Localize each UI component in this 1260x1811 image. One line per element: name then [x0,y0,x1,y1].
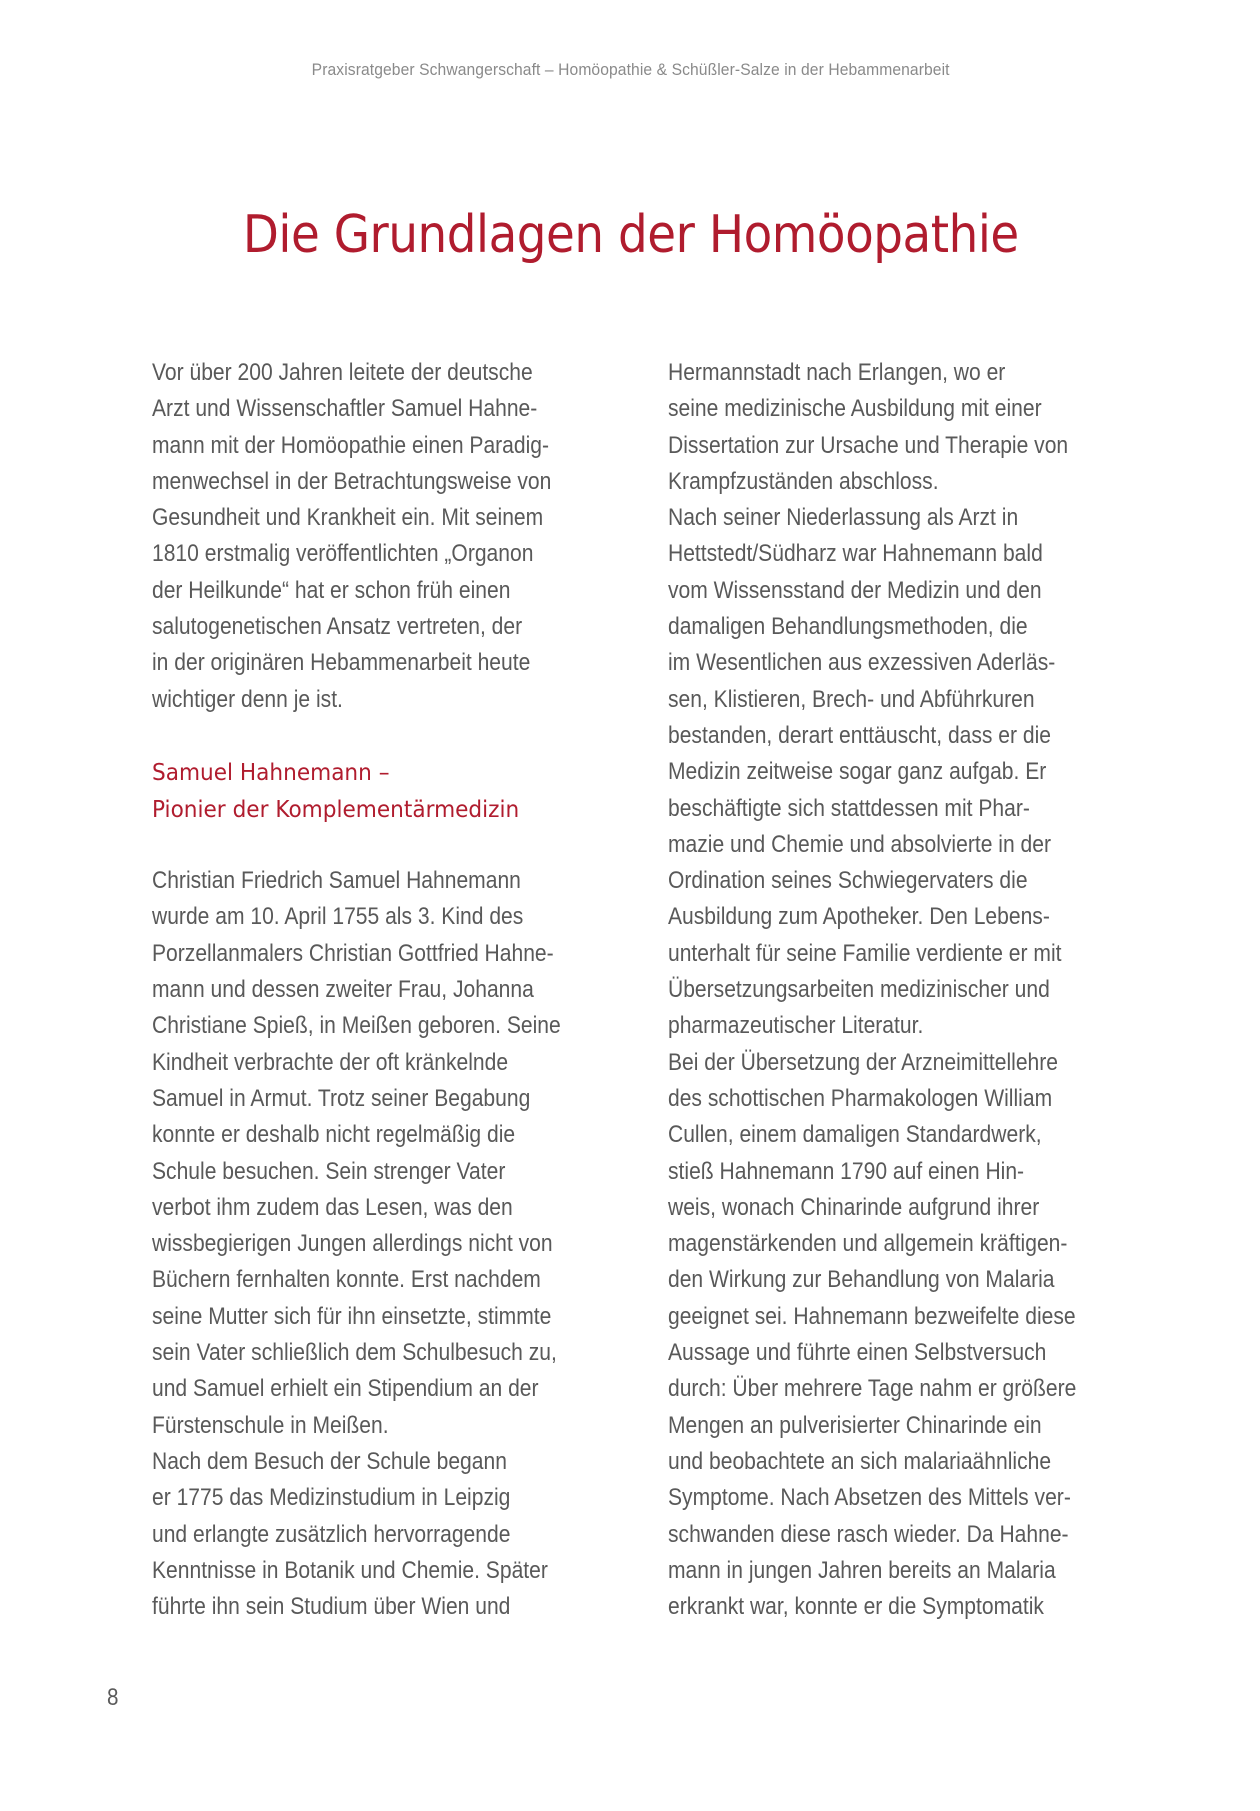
text-line: wichtiger denn je ist. [152,685,343,713]
text-line: mazie und Chemie und absolvierte in der [668,830,1051,858]
text-line: Bei der Übersetzung der Arzneimittellehre [668,1048,1058,1076]
text-line: Porzellanmalers Christian Gottfried Hahne- [152,939,554,967]
text-line: Nach dem Besuch der Schule begann [152,1447,507,1475]
continuation-paragraph [668,355,1138,1625]
text-line: durch: Über mehrere Tage nahm er größere [668,1375,1077,1403]
text-line: salutogenetischen Ansatz vertreten, der [152,613,523,641]
subheading-line: Pionier der Komplementärmedizin [152,794,520,823]
subheading-line: Samuel Hahnemann – [152,758,390,787]
text-line: den Wirkung zur Behandlung von Malaria [668,1266,1055,1294]
intro-paragraph [152,355,622,718]
text-line: 1810 erstmalig veröffentlichten „Organon [152,540,534,568]
text-line: und Samuel erhielt ein Stipendium an der [152,1375,539,1403]
text-line: Ordination seines Schwiegervaters die [668,867,1028,895]
text-line: Cullen, einem damaligen Standardwerk, [668,1121,1042,1149]
text-line: des schottischen Pharmakologen William [668,1084,1053,1112]
text-line: erkrankt war, konnte er die Symptomatik [668,1593,1044,1621]
page-number: 8 [107,1684,119,1711]
text-line: in der originären Hebammenarbeit heute [152,649,531,677]
text-line: schwanden diese rasch wieder. Da Hahne- [668,1520,1069,1548]
text-line: wurde am 10. April 1755 als 3. Kind des [152,903,524,931]
spacer [152,718,622,754]
text-line: bestanden, derart enttäuscht, dass er die [668,721,1052,749]
text-line: sein Vater schließlich dem Schulbesuch zu, [152,1339,557,1367]
text-line: Christian Friedrich Samuel Hahnemann [152,867,521,895]
text-line: pharmazeutischer Literatur. [668,1012,924,1040]
page-title: Die Grundlagen der Homöopathie [242,205,1019,265]
text-line: und erlangte zusätzlich hervorragende [152,1520,511,1548]
text-line: vom Wissensstand der Medizin und den [668,576,1042,604]
text-line: Gesundheit und Krankheit ein. Mit seinem [152,504,544,532]
text-line: konnte er deshalb nicht regelmäßig die [152,1121,516,1149]
text-line: seine medizinische Ausbildung mit einer [668,395,1042,423]
text-line: Ausbildung zum Apotheker. Den Lebens- [668,903,1050,931]
left-column [152,355,622,1625]
text-line: seine Mutter sich für ihn einsetzte, stimmte [152,1302,552,1330]
text-line: mann und dessen zweiter Frau, Johanna [152,976,534,1004]
section-subheading [152,754,622,827]
text-line: Krampfzuständen abschloss. [668,467,939,495]
text-line: mann in jungen Jahren bereits an Malaria [668,1556,1056,1584]
right-column [668,355,1138,1625]
text-line: Fürstenschule in Meißen. [152,1411,389,1439]
text-line: menwechsel in der Betrachtungsweise von [152,467,552,495]
text-line: Vor über 200 Jahren leitete der deutsche [152,359,533,386]
text-line: verbot ihm zudem das Lesen, was den [152,1193,513,1221]
spacer [152,827,622,863]
text-line: Christiane Spieß, in Meißen geboren. Seine [152,1012,561,1040]
running-header: Praxisratgeber Schwangerschaft – Homöopathie & Schüßler-Salze in der Hebammenarbeit [311,60,950,79]
text-line: im Wesentlichen aus exzessiven Aderläs- [668,649,1056,677]
text-line: stieß Hahnemann 1790 auf einen Hin- [668,1157,1025,1185]
text-line: weis, wonach Chinarinde aufgrund ihrer [668,1193,1040,1221]
text-line: Übersetzungsarbeiten medizinischer und [668,976,1050,1004]
text-line: Schule besuchen. Sein strenger Vater [152,1157,506,1185]
biography-paragraph [152,863,622,1625]
text-line: Dissertation zur Ursache und Therapie von [668,431,1069,459]
text-line: Kindheit verbrachte der oft kränkelnde [152,1048,509,1076]
text-line: Mengen an pulverisierter Chinarinde ein [668,1411,1042,1439]
text-line: sen, Klistieren, Brech- und Abführkuren [668,685,1035,713]
text-line: Arzt und Wissenschaftler Samuel Hahne- [152,395,538,423]
text-line: Hettstedt/Südharz war Hahnemann bald [668,540,1043,568]
text-line: er 1775 das Medizinstudium in Leipzig [152,1484,511,1512]
text-line: damaligen Behandlungsmethoden, die [668,613,1028,641]
text-line: Samuel in Armut. Trotz seiner Begabung [152,1084,531,1112]
text-line: Hermannstadt nach Erlangen, wo er [668,359,1006,386]
text-line: beschäftigte sich stattdessen mit Phar- [668,794,1030,822]
text-line: wissbegierigen Jungen allerdings nicht von [152,1230,553,1258]
text-line: Nach seiner Niederlassung als Arzt in [668,504,1019,532]
text-line: geeignet sei. Hahnemann bezweifelte diese [668,1302,1076,1330]
text-line: magenstärkenden und allgemein kräftigen- [668,1230,1068,1258]
text-line: Büchern fernhalten konnte. Erst nachdem [152,1266,541,1294]
text-line: Kenntnisse in Botanik und Chemie. Später [152,1556,548,1584]
text-line: unterhalt für seine Familie verdiente er mit [668,939,1062,967]
text-line: der Heilkunde“ hat er schon früh einen [152,576,511,604]
text-line: Medizin zeitweise sogar ganz aufgab. Er [668,758,1047,786]
text-line: Symptome. Nach Absetzen des Mittels ver- [668,1484,1071,1512]
text-line: Aussage und führte einen Selbstversuch [668,1339,1047,1367]
text-line: mann mit der Homöopathie einen Paradig- [152,431,550,459]
text-line: führte ihn sein Studium über Wien und [152,1593,511,1621]
text-line: und beobachtete an sich malariaähnliche [668,1447,1052,1475]
